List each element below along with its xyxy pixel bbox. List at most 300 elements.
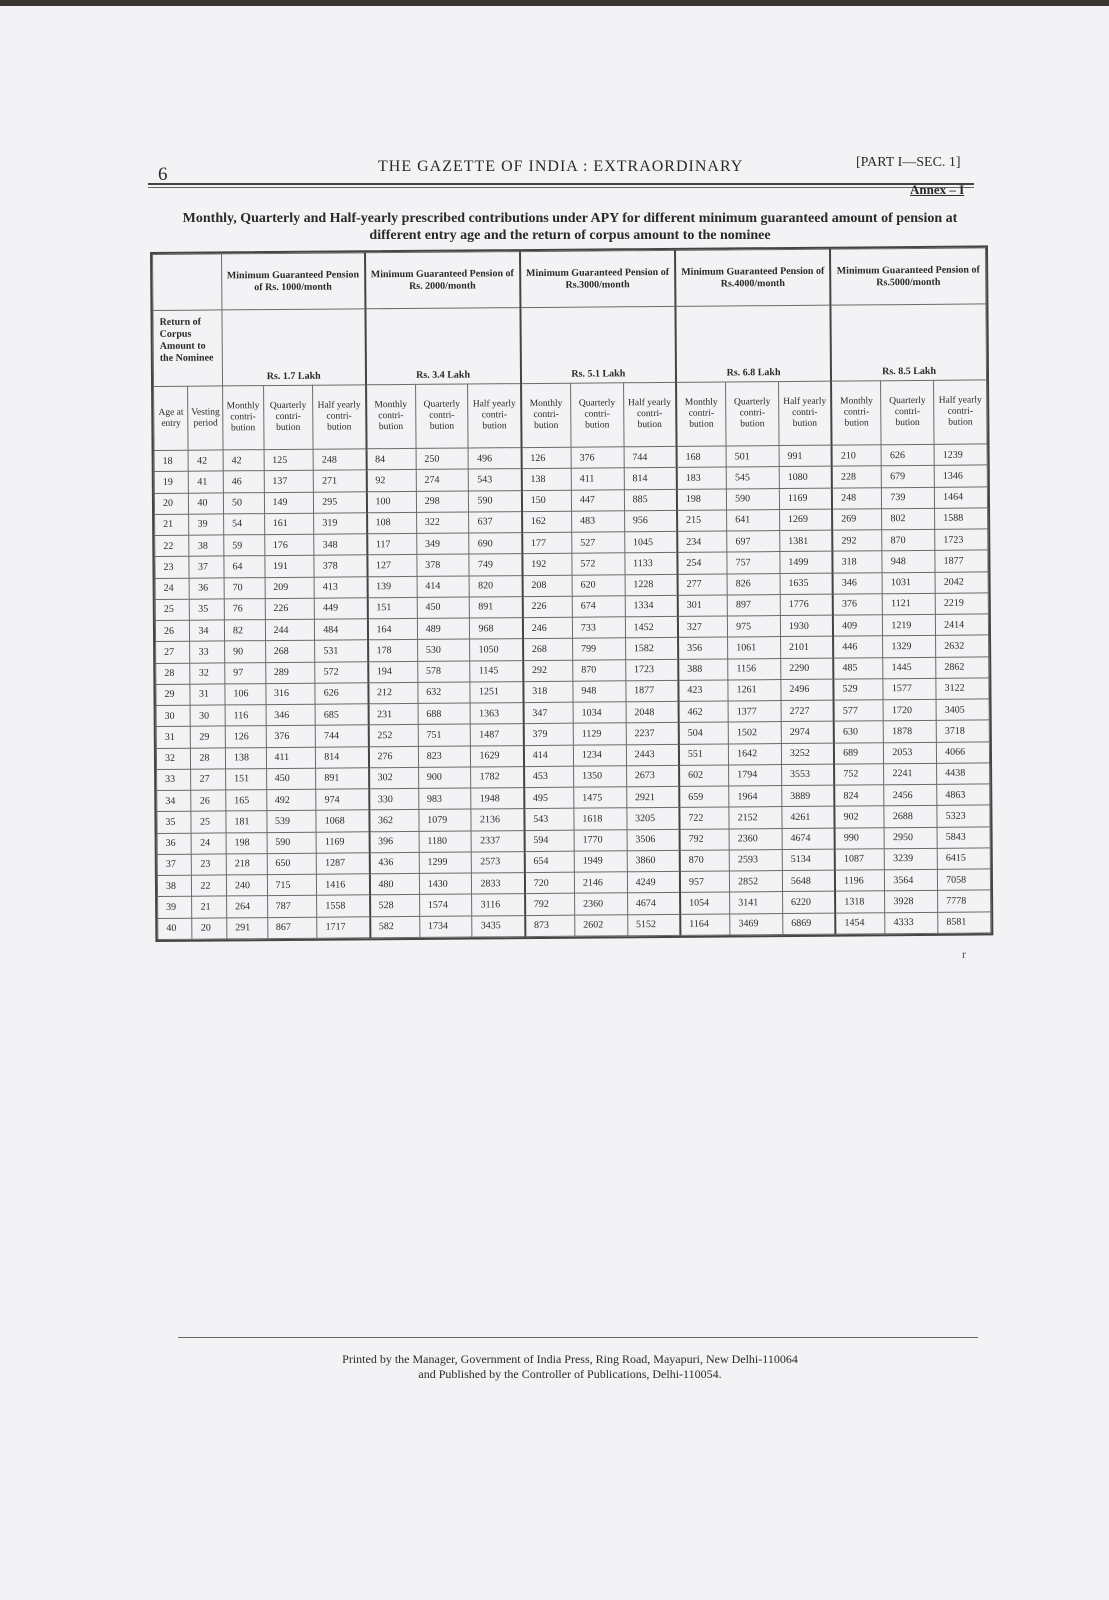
col-half-yearly-header: Half yearly contri- bution [468, 384, 521, 448]
corpus-amount: Rs. 1.7 Lakh [222, 309, 366, 386]
table-cell: 108 [367, 512, 417, 534]
table-cell: 492 [266, 789, 316, 811]
table-cell: 34 [157, 790, 192, 812]
table-cell: 378 [314, 555, 367, 577]
table-cell: 23 [155, 556, 190, 578]
table-cell: 545 [726, 467, 779, 489]
table-cell: 27 [156, 641, 191, 663]
table-cell: 244 [265, 619, 315, 641]
corpus-label: Return of Corpus Amount to the Nominee [153, 310, 223, 387]
table-cell: 291 [227, 917, 268, 939]
table-cell: 1261 [728, 679, 781, 701]
group-heading: Minimum Guaranteed Pension of Rs. 2000/month [365, 252, 521, 309]
table-cell: 3141 [730, 892, 783, 914]
table-cell: 2727 [781, 700, 834, 722]
table-cell: 22 [155, 535, 190, 557]
table-cell: 268 [265, 640, 315, 662]
col-quarterly-header: Quarterly contri- bution [415, 384, 468, 448]
table-cell: 414 [417, 576, 470, 598]
col-vesting-header: Vesting period [188, 386, 223, 450]
table-cell: 388 [678, 658, 728, 680]
table-cell: 36 [157, 833, 192, 855]
table-cell: 1776 [780, 594, 833, 616]
table-cell: 3205 [627, 808, 680, 830]
table-cell: 659 [679, 786, 729, 808]
part-section: [PART I—SEC. 1] [856, 155, 961, 170]
table-cell: 31 [156, 726, 191, 748]
table-cell: 37 [189, 556, 224, 578]
table-cell: 2241 [884, 763, 937, 785]
table-cell: 41 [189, 471, 224, 493]
table-cell: 240 [226, 875, 267, 897]
table-cell: 590 [727, 488, 780, 510]
table-cell: 42 [189, 450, 224, 472]
table-cell: 4863 [937, 784, 990, 806]
table-cell: 1121 [883, 593, 936, 615]
table-cell: 975 [728, 616, 781, 638]
table-cell: 4261 [782, 806, 835, 828]
group-heading: Minimum Guaranteed Pension of Rs.5000/month [830, 248, 986, 305]
table-cell: 210 [832, 445, 882, 467]
table-body [154, 444, 991, 940]
table-cell: 504 [679, 722, 729, 744]
table-cell: 885 [624, 489, 677, 511]
table-cell: 590 [267, 832, 317, 854]
table-cell: 54 [224, 513, 265, 535]
table-cell: 2496 [781, 679, 834, 701]
table-cell: 1145 [470, 660, 523, 682]
table-cell: 2921 [626, 786, 679, 808]
table-cell: 1346 [934, 465, 987, 487]
header-rule-thin [148, 187, 974, 188]
table-cell: 752 [834, 764, 884, 786]
table-cell: 744 [315, 725, 368, 747]
table-cell: 1329 [883, 636, 936, 658]
table-cell: 38 [157, 875, 192, 897]
group-heading: Minimum Guaranteed Pension of Rs.4000/month [675, 249, 831, 306]
table-cell: 2237 [626, 723, 679, 745]
table-cell: 3889 [782, 785, 835, 807]
table-cell: 139 [367, 576, 417, 598]
contribution-table-frame [150, 245, 993, 942]
header-rule [148, 183, 974, 185]
table-cell: 116 [225, 705, 266, 727]
table-cell: 820 [470, 575, 523, 597]
table-cell: 149 [264, 492, 314, 514]
table-cell: 483 [571, 511, 624, 533]
table-cell: 3252 [781, 743, 834, 765]
table-cell: 1381 [780, 530, 833, 552]
blank-corner-cell [153, 254, 222, 311]
table-cell: 480 [369, 873, 419, 895]
table-cell: 5323 [937, 805, 990, 827]
table-cell: 1251 [470, 681, 523, 703]
table-cell: 23 [192, 854, 227, 876]
table-cell: 1723 [625, 659, 678, 681]
table-cell: 543 [524, 808, 574, 830]
table-cell: 212 [368, 682, 418, 704]
group-header-row [153, 248, 986, 311]
table-cell: 3564 [885, 869, 938, 891]
table-cell: 3553 [781, 764, 834, 786]
table-cell: 376 [571, 447, 624, 469]
table-cell: 602 [679, 765, 729, 787]
table-cell: 697 [727, 531, 780, 553]
table-cell: 264 [227, 896, 268, 918]
table-cell: 1061 [728, 637, 781, 659]
table-cell: 2443 [626, 744, 679, 766]
table-cell: 1720 [883, 699, 936, 721]
table-cell: 4674 [627, 893, 680, 915]
table-cell: 1416 [317, 874, 370, 896]
table-cell: 974 [316, 789, 369, 811]
table-cell: 902 [835, 806, 885, 828]
table-cell: 1577 [883, 678, 936, 700]
table-cell: 4066 [936, 741, 989, 763]
table-cell: 983 [418, 788, 471, 810]
table-cell: 208 [522, 575, 572, 597]
table-cell: 409 [833, 615, 883, 637]
table-cell: 274 [416, 469, 469, 491]
table-cell: 1164 [680, 913, 730, 935]
corpus-amount: Rs. 5.1 Lakh [520, 306, 676, 383]
table-cell: 376 [266, 725, 316, 747]
table-cell: 30 [156, 705, 191, 727]
table-cell: 572 [572, 553, 625, 575]
table-cell: 1582 [625, 638, 678, 660]
contribution-table [152, 247, 991, 940]
table-cell: 799 [572, 638, 625, 660]
table-cell: 814 [624, 468, 677, 490]
table-cell: 277 [677, 573, 727, 595]
table-cell: 318 [523, 681, 573, 703]
table-cell: 948 [573, 681, 626, 703]
table-cell: 276 [368, 746, 418, 768]
table-cell: 7778 [938, 890, 991, 912]
table-cell: 379 [523, 723, 573, 745]
table-cell: 449 [314, 598, 367, 620]
table-cell: 891 [470, 596, 523, 618]
table-cell: 1129 [573, 723, 626, 745]
gazette-title: THE GAZETTE OF INDIA : EXTRAORDINARY [378, 158, 744, 175]
col-quarterly-header: Quarterly contri- bution [263, 385, 313, 449]
printer-footer [200, 1352, 940, 1382]
table-cell: 1169 [316, 831, 369, 853]
table-cell: 21 [192, 896, 227, 918]
table-cell: 577 [834, 700, 884, 722]
table-cell: 268 [523, 638, 573, 660]
table-cell: 2974 [781, 721, 834, 743]
col-age-header: Age at entry [154, 386, 189, 450]
table-cell: 2101 [780, 636, 833, 658]
table-cell: 165 [226, 790, 267, 812]
table-cell: 40 [189, 492, 224, 514]
table-cell: 378 [417, 554, 470, 576]
table-cell: 2337 [472, 830, 525, 852]
table-cell: 218 [226, 853, 267, 875]
table-cell: 2593 [729, 849, 782, 871]
table-cell: 349 [416, 533, 469, 555]
table-cell: 1133 [625, 553, 678, 575]
table-cell: 1045 [624, 531, 677, 553]
table-cell: 2042 [935, 571, 988, 593]
table-cell: 4333 [885, 912, 938, 934]
group-heading: Minimum Guaranteed Pension of Rs. 1000/month [221, 253, 364, 310]
table-cell: 271 [313, 470, 366, 492]
table-cell: 792 [525, 893, 575, 915]
table-cell: 1269 [779, 509, 832, 531]
col-half-yearly-header: Half yearly contri- bution [623, 382, 676, 446]
table-cell: 161 [264, 513, 314, 535]
table-cell: 572 [315, 661, 368, 683]
table-cell: 489 [417, 618, 470, 640]
table-cell: 679 [882, 466, 935, 488]
table-cell: 531 [315, 640, 368, 662]
table-cell: 226 [522, 596, 572, 618]
table-cell: 64 [224, 556, 265, 578]
table-cell: 529 [834, 679, 884, 701]
table-cell: 100 [366, 491, 416, 513]
table-cell: 1087 [835, 848, 885, 870]
table-cell: 2852 [730, 871, 783, 893]
table-cell: 751 [418, 724, 471, 746]
table-cell: 151 [226, 768, 267, 790]
table-cell: 1239 [934, 444, 987, 466]
table-cell: 590 [469, 490, 522, 512]
table-cell: 246 [523, 617, 573, 639]
table-cell: 739 [882, 487, 935, 509]
table-title: Monthly, Quarterly and Half-yearly prescribed contributions under APY for different minimum guaranteed amount of pension at different entry age and the return of corpus amount to the nominee [182, 211, 958, 243]
table-cell: 414 [524, 745, 574, 767]
table-cell: 1574 [419, 894, 472, 916]
table-cell: 484 [315, 619, 368, 641]
table-cell: 543 [469, 469, 522, 491]
table-cell: 411 [266, 747, 316, 769]
table-cell: 654 [524, 851, 574, 873]
table-cell: 5152 [627, 914, 680, 936]
table-cell: 6220 [782, 891, 835, 913]
table-cell: 40 [158, 918, 193, 940]
table-cell: 117 [367, 533, 417, 555]
table-cell: 530 [417, 639, 470, 661]
table-cell: 183 [677, 467, 727, 489]
table-cell: 24 [192, 832, 227, 854]
table-cell: 1318 [835, 891, 885, 913]
table-cell: 1350 [573, 766, 626, 788]
table-cell: 292 [523, 660, 573, 682]
table-cell: 33 [157, 769, 192, 791]
table-cell: 2219 [935, 593, 988, 615]
table-cell: 551 [679, 743, 729, 765]
table-cell: 46 [223, 471, 264, 493]
table-cell: 650 [267, 853, 317, 875]
table-cell: 630 [834, 721, 884, 743]
scan-top-border [0, 0, 1109, 6]
table-cell: 2673 [626, 765, 679, 787]
table-cell: 582 [370, 916, 420, 938]
table-cell: 28 [156, 663, 191, 685]
table-cell: 715 [267, 874, 317, 896]
table-cell: 330 [369, 788, 419, 810]
table-cell: 164 [367, 618, 417, 640]
table-cell: 450 [417, 597, 470, 619]
table-cell: 3860 [627, 850, 680, 872]
table-cell: 318 [833, 551, 883, 573]
table-cell: 411 [571, 468, 624, 490]
table-cell: 637 [469, 511, 522, 533]
table-cell: 39 [189, 514, 224, 536]
table-cell: 24 [155, 578, 190, 600]
table-cell: 1629 [471, 745, 524, 767]
table-cell: 34 [190, 620, 225, 642]
table-cell: 2456 [884, 784, 937, 806]
table-cell: 626 [315, 683, 368, 705]
table-cell: 1782 [471, 766, 524, 788]
col-quarterly-header: Quarterly contri- bution [570, 383, 623, 447]
table-cell: 92 [366, 470, 416, 492]
table-cell: 870 [882, 529, 935, 551]
table-cell: 3435 [472, 915, 525, 937]
table-cell: 376 [833, 594, 883, 616]
table-cell: 641 [727, 509, 780, 531]
table-cell: 38 [189, 535, 224, 557]
table-cell: 447 [571, 489, 624, 511]
table-cell: 194 [368, 661, 418, 683]
table-cell: 1068 [316, 810, 369, 832]
table-cell: 957 [680, 871, 730, 893]
table-cell: 254 [677, 552, 727, 574]
table-cell: 29 [191, 726, 226, 748]
footer-line-1: Printed by the Manager, Government of India Press, Ring Road, Mayapuri, New Delhi-110064 [342, 1352, 798, 1366]
table-cell: 2602 [575, 914, 628, 936]
table-cell: 37 [157, 854, 192, 876]
table-cell: 1050 [470, 639, 523, 661]
table-cell: 3928 [885, 891, 938, 913]
table-cell: 891 [316, 768, 369, 790]
table-cell: 3506 [627, 829, 680, 851]
table-cell: 578 [417, 660, 470, 682]
table-cell: 620 [572, 574, 625, 596]
table-cell: 2053 [884, 742, 937, 764]
table-cell: 347 [523, 702, 573, 724]
table-cell: 413 [314, 576, 367, 598]
col-monthly-header: Monthly contri- bution [831, 381, 881, 445]
table-cell: 436 [369, 852, 419, 874]
table-cell: 688 [418, 703, 471, 725]
table-cell: 2360 [729, 828, 782, 850]
table-cell: 356 [678, 637, 728, 659]
table-cell: 2632 [936, 635, 989, 657]
table-cell: 138 [225, 747, 266, 769]
table-cell: 289 [265, 662, 315, 684]
table-cell: 594 [524, 830, 574, 852]
table-cell: 215 [677, 510, 727, 532]
table-cell: 2688 [884, 806, 937, 828]
table-cell: 824 [834, 785, 884, 807]
table-cell: 792 [680, 828, 730, 850]
table-cell: 5843 [937, 826, 990, 848]
table-cell: 348 [314, 534, 367, 556]
table-cell: 39 [158, 896, 193, 918]
table-cell: 319 [314, 513, 367, 535]
corpus-amount: Rs. 6.8 Lakh [675, 305, 831, 382]
table-cell: 228 [832, 466, 882, 488]
table-cell: 873 [525, 915, 575, 937]
table-cell: 1080 [779, 466, 832, 488]
table-cell: 298 [416, 491, 469, 513]
table-cell: 1558 [317, 895, 370, 917]
table-cell: 1299 [419, 852, 472, 874]
table-cell: 30 [191, 705, 226, 727]
table-cell: 177 [522, 532, 572, 554]
table-cell: 823 [418, 745, 471, 767]
table-cell: 150 [522, 490, 572, 512]
corpus-amount: Rs. 8.5 Lakh [831, 304, 987, 381]
table-cell: 292 [832, 530, 882, 552]
table-cell: 32 [190, 662, 225, 684]
table-cell: 1054 [680, 892, 730, 914]
table-cell: 26 [191, 790, 226, 812]
table-cell: 84 [366, 448, 416, 470]
table-cell: 744 [624, 446, 677, 468]
table-cell: 226 [265, 598, 315, 620]
table-cell: 138 [521, 468, 571, 490]
col-quarterly-header: Quarterly contri- bution [881, 380, 934, 444]
table-cell: 2146 [574, 872, 627, 894]
table-cell: 1642 [729, 743, 782, 765]
table-cell: 539 [266, 810, 316, 832]
table-cell: 1949 [574, 851, 627, 873]
table-cell: 1878 [884, 721, 937, 743]
annex-label: Annex – I [910, 182, 965, 197]
table-cell: 1734 [419, 915, 472, 937]
column-header-row [154, 380, 987, 451]
table-cell: 867 [267, 917, 317, 939]
table-cell: 137 [264, 470, 314, 492]
table-cell: 1717 [317, 916, 370, 938]
table-cell: 802 [882, 508, 935, 530]
table-cell: 8581 [938, 911, 991, 933]
table-cell: 1031 [882, 572, 935, 594]
table-cell: 2290 [781, 658, 834, 680]
table-cell: 1618 [574, 808, 627, 830]
table-cell: 327 [678, 616, 728, 638]
table-cell: 1723 [935, 529, 988, 551]
table-cell: 4438 [937, 763, 990, 785]
corpus-amount: Rs. 3.4 Lakh [365, 308, 521, 385]
table-cell: 1196 [835, 870, 885, 892]
table-cell: 25 [191, 811, 226, 833]
table-cell: 632 [418, 682, 471, 704]
table-cell: 453 [524, 766, 574, 788]
table-cell: 27 [191, 769, 226, 791]
table-cell: 5648 [782, 870, 835, 892]
table-cell: 1588 [935, 508, 988, 530]
table-cell: 209 [265, 577, 315, 599]
table-cell: 90 [225, 641, 266, 663]
table-cell: 1377 [728, 701, 781, 723]
table-cell: 1487 [471, 724, 524, 746]
table-cell: 252 [368, 725, 418, 747]
table-cell: 485 [833, 657, 883, 679]
table-cell: 900 [418, 767, 471, 789]
table-cell: 76 [224, 598, 265, 620]
table-cell: 151 [367, 597, 417, 619]
table-cell: 1452 [625, 616, 678, 638]
table-cell: 178 [368, 640, 418, 662]
table-cell: 248 [832, 487, 882, 509]
table-cell: 29 [156, 684, 191, 706]
